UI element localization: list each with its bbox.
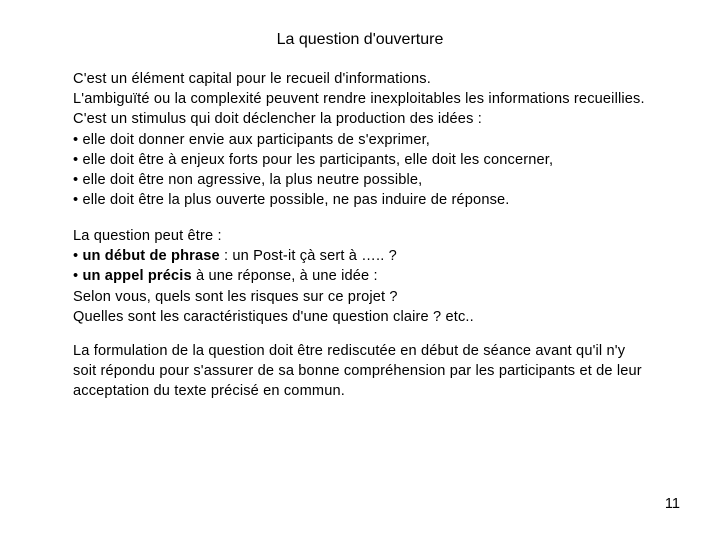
slide-title: La question d'ouverture [276, 31, 444, 48]
page-number: 11 [664, 496, 680, 512]
example-line: Quelles sont les caractéristiques d'une question claire ? etc.. [73, 308, 474, 325]
bullet-marker: • [73, 248, 83, 265]
bullet-marker: • [73, 268, 83, 285]
text-line: La formulation de la question doit être rediscutée en début de séance avant qu'il n'y [73, 343, 626, 359]
bullet-item: • elle doit donner envie aux participants de s'exprimer, [73, 131, 431, 148]
intro-paragraph [73, 69, 693, 210]
bold-term: un appel précis [82, 268, 192, 285]
text-line: soit répondu pour s'assurer de sa bonne compréhension par les participants et de leur [73, 363, 642, 380]
text-line: acceptation du texte précisé en commun. [73, 383, 345, 400]
bullet-item [73, 246, 693, 266]
bullet-text: à une réponse, à une idée : [191, 268, 378, 285]
bullet-item: • elle doit être à enjeux forts pour les participants, elle doit les concerner, [73, 151, 554, 168]
bullet-item: • elle doit être la plus ouverte possible, ne pas induire de réponse. [73, 192, 510, 209]
text-line: La question peut être : [73, 228, 222, 244]
example-line: Selon vous, quels sont les risques sur ce projet ? [73, 288, 398, 305]
text-line: C'est un stimulus qui doit déclencher la production des idées : [73, 111, 482, 128]
bold-term: un début de phrase [82, 248, 220, 265]
text-line: L'ambiguïté ou la complexité peuvent rendre inexploitables les informations recueillies. [73, 91, 645, 108]
text-line: C'est un élément capital pour le recueil d'informations. [73, 71, 431, 87]
closing-paragraph [73, 341, 693, 402]
bullet-item [73, 266, 693, 286]
bullet-item: • elle doit être non agressive, la plus neutre possible, [73, 172, 423, 189]
bullet-text: : un Post-it çà sert à ….. ? [219, 248, 397, 265]
question-types-paragraph [73, 226, 693, 327]
